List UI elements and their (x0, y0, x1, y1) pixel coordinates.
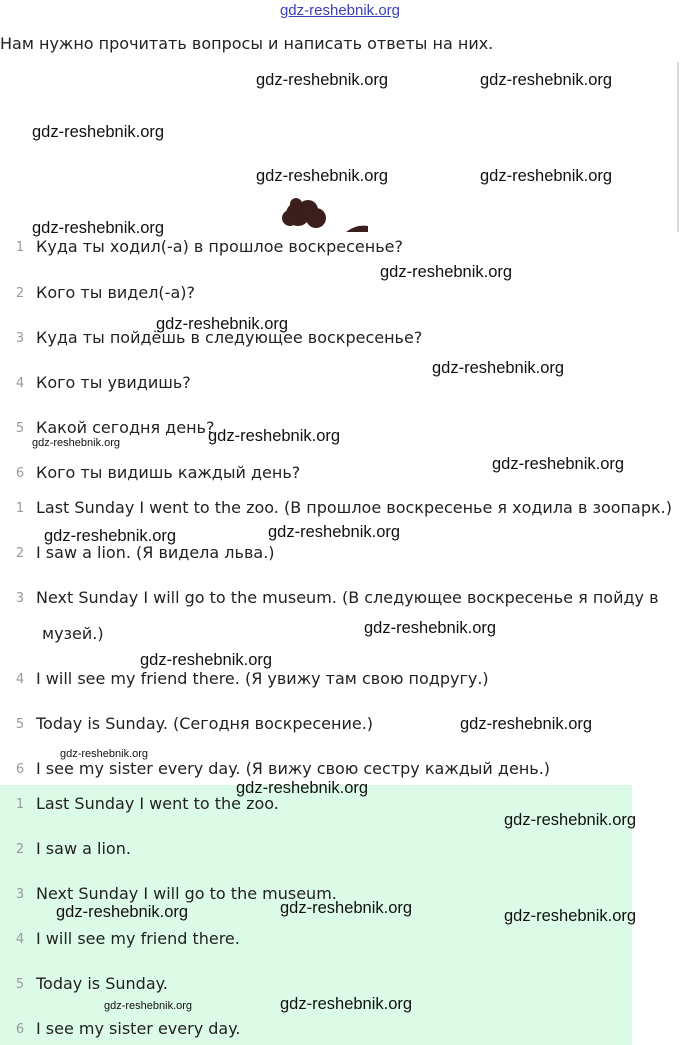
watermark: gdz-reshebnik.org (380, 263, 513, 281)
question-number: 2 (15, 286, 25, 301)
watermark: gdz-reshebnik.org (432, 359, 565, 377)
watermark: gdz-reshebnik.org (492, 455, 625, 473)
watermark: gdz-reshebnik.org (280, 995, 413, 1013)
watermark: gdz-reshebnik.org (32, 219, 165, 237)
question-number: 1 (15, 240, 25, 255)
translated-answer-text: I will see my friend there. (Я увижу там свою подругу.) (36, 669, 489, 688)
final-answer-number: 4 (15, 932, 25, 947)
ink-blob-image (276, 196, 368, 232)
answer-number: 4 (15, 672, 25, 687)
question-text: Куда ты ходил(-а) в прошлое воскресенье? (36, 237, 403, 256)
watermark: gdz-reshebnik.org (44, 527, 177, 545)
answer-number: 1 (15, 501, 25, 516)
watermark: gdz-reshebnik.org (364, 619, 497, 637)
final-answer-number: 3 (15, 887, 25, 902)
final-answer-text: Next Sunday I will go to the museum. (36, 884, 337, 903)
question-number: 3 (15, 331, 25, 346)
watermark: gdz-reshebnik.org (236, 779, 369, 797)
watermark: gdz-reshebnik.org (208, 427, 341, 445)
watermark: gdz-reshebnik.org (256, 167, 389, 185)
final-answer-number: 5 (15, 977, 25, 992)
watermark: gdz-reshebnik.org (156, 315, 289, 333)
intro-text: Нам нужно прочитать вопросы и написать ответы на них. (0, 34, 494, 53)
watermark-small: gdz-reshebnik.org (104, 1000, 193, 1012)
final-answer-number: 6 (15, 1022, 25, 1037)
watermark: gdz-reshebnik.org (460, 715, 593, 733)
answer-number: 2 (15, 546, 25, 561)
header-site-link[interactable]: gdz-reshebnik.org (279, 2, 401, 19)
final-answer-text: Last Sunday I went to the zoo. (36, 794, 279, 813)
final-answer-text: I see my sister every day. (36, 1019, 241, 1038)
watermark: gdz-reshebnik.org (480, 167, 613, 185)
watermark: gdz-reshebnik.org (32, 123, 165, 141)
final-answer-text: Today is Sunday. (36, 974, 168, 993)
final-answer-number: 2 (15, 842, 25, 857)
watermark: gdz-reshebnik.org (140, 651, 273, 669)
watermark: gdz-reshebnik.org (504, 811, 637, 829)
translated-answer-text: Next Sunday I will go to the museum. (В следующее воскресенье я пойду в (36, 588, 659, 607)
question-text: Кого ты увидишь? (36, 373, 191, 392)
question-text: Кого ты видишь каждый день? (36, 463, 301, 482)
watermark: gdz-reshebnik.org (480, 71, 613, 89)
translated-answer-text-continued: музей.) (42, 624, 104, 643)
watermark: gdz-reshebnik.org (256, 71, 389, 89)
watermark: gdz-reshebnik.org (504, 907, 637, 925)
translated-answer-text: Last Sunday I went to the zoo. (В прошлое воскресенье я ходила в зоопарк.) (36, 498, 672, 517)
answer-number: 6 (15, 762, 25, 777)
question-text: Куда ты пойдёшь в следующее воскресенье? (36, 328, 423, 347)
watermark-small: gdz-reshebnik.org (60, 748, 149, 760)
question-text: Какой сегодня день? (36, 418, 215, 437)
scrollbar[interactable] (677, 62, 679, 232)
question-text: Кого ты видел(-а)? (36, 283, 195, 302)
translated-answer-text: I see my sister every day. (Я вижу свою сестру каждый день.) (36, 759, 551, 778)
question-number: 4 (15, 376, 25, 391)
translated-answer-text: Today is Sunday. (Сегодня воскресение.) (36, 714, 374, 733)
question-number: 6 (15, 466, 25, 481)
watermark: gdz-reshebnik.org (56, 903, 189, 921)
question-number: 5 (15, 421, 25, 436)
final-answer-text: I saw a lion. (36, 839, 131, 858)
final-answer-number: 1 (15, 797, 25, 812)
watermark: gdz-reshebnik.org (280, 899, 413, 917)
answer-number: 5 (15, 717, 25, 732)
final-answer-text: I will see my friend there. (36, 929, 240, 948)
watermark: gdz-reshebnik.org (268, 523, 401, 541)
answer-number: 3 (15, 591, 25, 606)
watermark-small: gdz-reshebnik.org (32, 437, 121, 449)
translated-answer-text: I saw a lion. (Я видела льва.) (36, 543, 275, 562)
